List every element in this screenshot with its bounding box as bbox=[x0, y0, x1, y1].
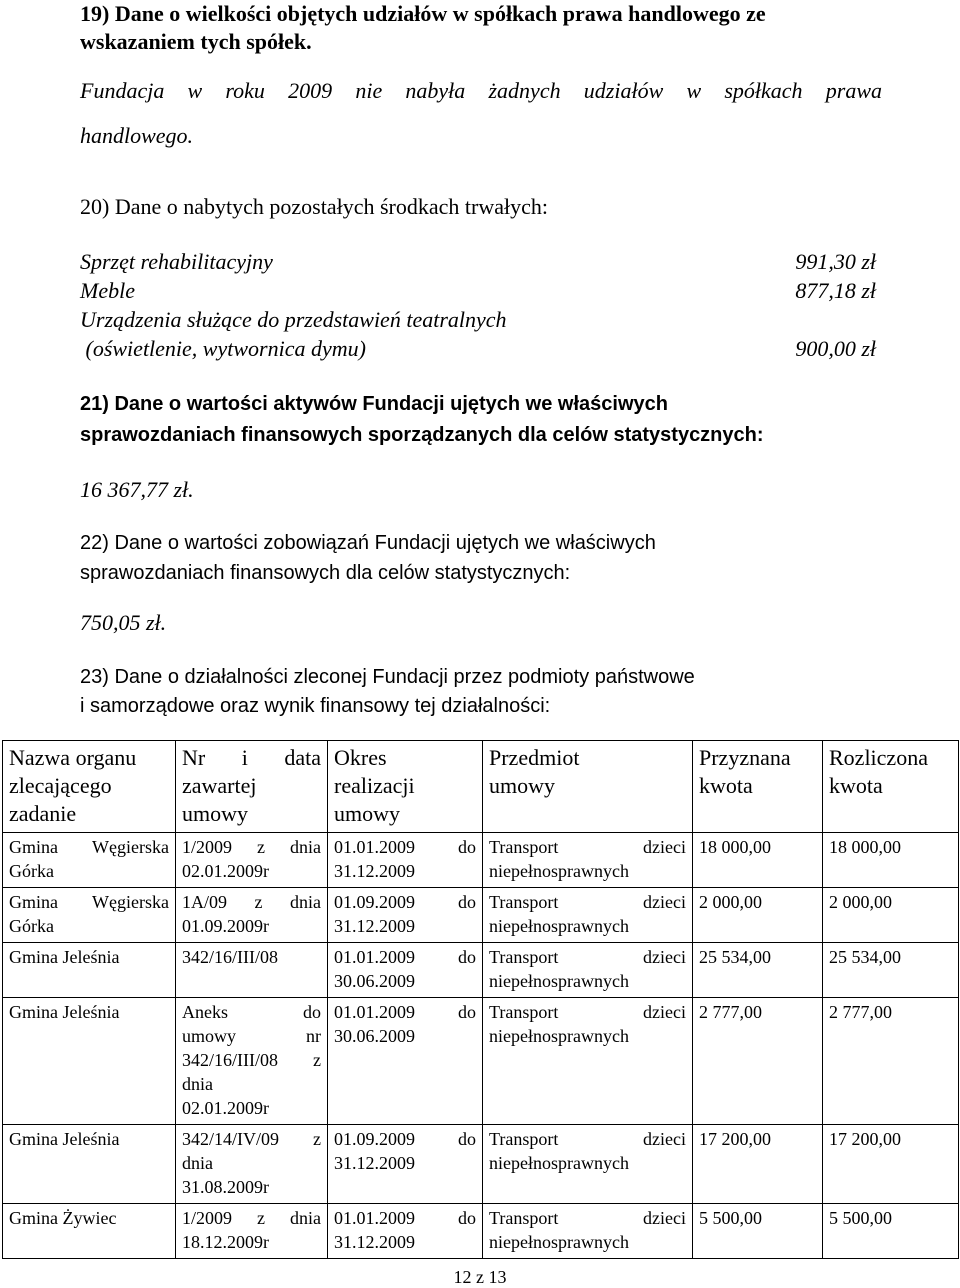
section-21-heading-line1: 21) Dane o wartości aktywów Fundacji ujętych we właściwych bbox=[80, 393, 668, 415]
subject-cell: Transport dzieci niepełnosprawnych bbox=[483, 998, 693, 1125]
contract-cell: Aneks do umowy nr 342/16/III/08 z dnia 02.01.2009r bbox=[176, 998, 328, 1125]
asset-label: (oświetlenie, wytwornica dymu) bbox=[80, 336, 366, 361]
header-przyznana: Przyznana kwota bbox=[693, 741, 823, 833]
section-19-heading-line2: wskazaniem tych spółek. bbox=[80, 29, 312, 54]
granted-amount-cell: 25 534,00 bbox=[693, 943, 823, 998]
organ-cell: Gmina Węgierska Górka bbox=[3, 833, 176, 888]
subject-cell: Transport dzieci niepełnosprawnych bbox=[483, 888, 693, 943]
table-row bbox=[3, 888, 959, 943]
asset-value: 991,30 zł bbox=[795, 249, 876, 274]
section-20-heading: 20) Dane o nabytych pozostałych środkach trwałych: bbox=[80, 194, 548, 219]
commissioned-activity-table bbox=[2, 740, 959, 1259]
asset-value: 900,00 zł bbox=[795, 336, 876, 361]
header-przedmiot: Przedmiot umowy bbox=[483, 741, 693, 833]
subject-cell: Transport dzieci niepełnosprawnych bbox=[483, 1125, 693, 1204]
table-row bbox=[3, 1204, 959, 1259]
subject-cell: Transport dzieci niepełnosprawnych bbox=[483, 943, 693, 998]
section-21-value: 16 367,77 zł. bbox=[80, 477, 194, 502]
contract-cell: 1/2009 z dnia 02.01.2009r bbox=[176, 833, 328, 888]
header-nr: Nr i data zawartej umowy bbox=[176, 741, 328, 833]
period-cell: 01.01.2009 do 30.06.2009 bbox=[328, 998, 483, 1125]
asset-value: 877,18 zł bbox=[795, 278, 876, 303]
header-organ: Nazwa organu zlecającego zadanie bbox=[3, 741, 176, 833]
section-21-heading-line2: sprawozdaniach finansowych sporządzanych dla celów statystycznych: bbox=[80, 424, 764, 446]
section-19-text-line2: handlowego. bbox=[80, 123, 194, 148]
settled-amount-cell: 5 500,00 bbox=[823, 1204, 959, 1259]
asset-label: Sprzęt rehabilitacyjny bbox=[80, 249, 273, 274]
table-row bbox=[3, 943, 959, 998]
contract-cell: 342/14/IV/09 z dnia 31.08.2009r bbox=[176, 1125, 328, 1204]
section-23-heading-line2: i samorządowe oraz wynik finansowy tej działalności: bbox=[80, 695, 551, 717]
organ-cell: Gmina Jeleśnia bbox=[3, 998, 176, 1125]
organ-cell: Gmina Jeleśnia bbox=[3, 1125, 176, 1204]
settled-amount-cell: 25 534,00 bbox=[823, 943, 959, 998]
subject-cell: Transport dzieci niepełnosprawnych bbox=[483, 1204, 693, 1259]
section-22-heading-line2: sprawozdaniach finansowych dla celów statystycznych: bbox=[80, 562, 571, 584]
period-cell: 01.09.2009 do 31.12.2009 bbox=[328, 888, 483, 943]
section-22-heading-line1: 22) Dane o wartości zobowiązań Fundacji ujętych we właściwych bbox=[80, 532, 656, 554]
table-row bbox=[3, 833, 959, 888]
period-cell: 01.09.2009 do 31.12.2009 bbox=[328, 1125, 483, 1204]
settled-amount-cell: 2 000,00 bbox=[823, 888, 959, 943]
section-22-value: 750,05 zł. bbox=[80, 610, 167, 635]
period-cell: 01.01.2009 do 30.06.2009 bbox=[328, 943, 483, 998]
organ-cell: Gmina Węgierska Górka bbox=[3, 888, 176, 943]
contract-cell: 342/16/III/08 bbox=[176, 943, 328, 998]
contract-cell: 1A/09 z dnia 01.09.2009r bbox=[176, 888, 328, 943]
granted-amount-cell: 2 000,00 bbox=[693, 888, 823, 943]
header-okres: Okres realizacji umowy bbox=[328, 741, 483, 833]
granted-amount-cell: 2 777,00 bbox=[693, 998, 823, 1125]
organ-cell: Gmina Żywiec bbox=[3, 1204, 176, 1259]
settled-amount-cell: 17 200,00 bbox=[823, 1125, 959, 1204]
asset-label: Urządzenia służące do przedstawień teatralnych bbox=[80, 307, 507, 332]
table-row bbox=[3, 1125, 959, 1204]
granted-amount-cell: 5 500,00 bbox=[693, 1204, 823, 1259]
period-cell: 01.01.2009 do 31.12.2009 bbox=[328, 1204, 483, 1259]
settled-amount-cell: 18 000,00 bbox=[823, 833, 959, 888]
section-19-heading-line1: 19) Dane o wielkości objętych udziałów w spółkach prawa handlowego ze bbox=[80, 1, 766, 26]
table-header-row bbox=[3, 741, 959, 833]
settled-amount-cell: 2 777,00 bbox=[823, 998, 959, 1125]
table-row bbox=[3, 998, 959, 1125]
contract-cell: 1/2009 z dnia 18.12.2009r bbox=[176, 1204, 328, 1259]
section-23-heading-line1: 23) Dane o działalności zleconej Fundacji przez podmioty państwowe bbox=[80, 666, 695, 688]
granted-amount-cell: 18 000,00 bbox=[693, 833, 823, 888]
section-19-text-line1: Fundacja w roku 2009 nie nabyła żadnych udziałów w spółkach prawa bbox=[80, 78, 882, 103]
organ-cell: Gmina Jeleśnia bbox=[3, 943, 176, 998]
subject-cell: Transport dzieci niepełnosprawnych bbox=[483, 833, 693, 888]
granted-amount-cell: 17 200,00 bbox=[693, 1125, 823, 1204]
header-rozliczona: Rozliczona kwota bbox=[823, 741, 959, 833]
asset-label: Meble bbox=[80, 278, 135, 303]
page-number: 12 z 13 bbox=[453, 1267, 507, 1287]
period-cell: 01.01.2009 do 31.12.2009 bbox=[328, 833, 483, 888]
